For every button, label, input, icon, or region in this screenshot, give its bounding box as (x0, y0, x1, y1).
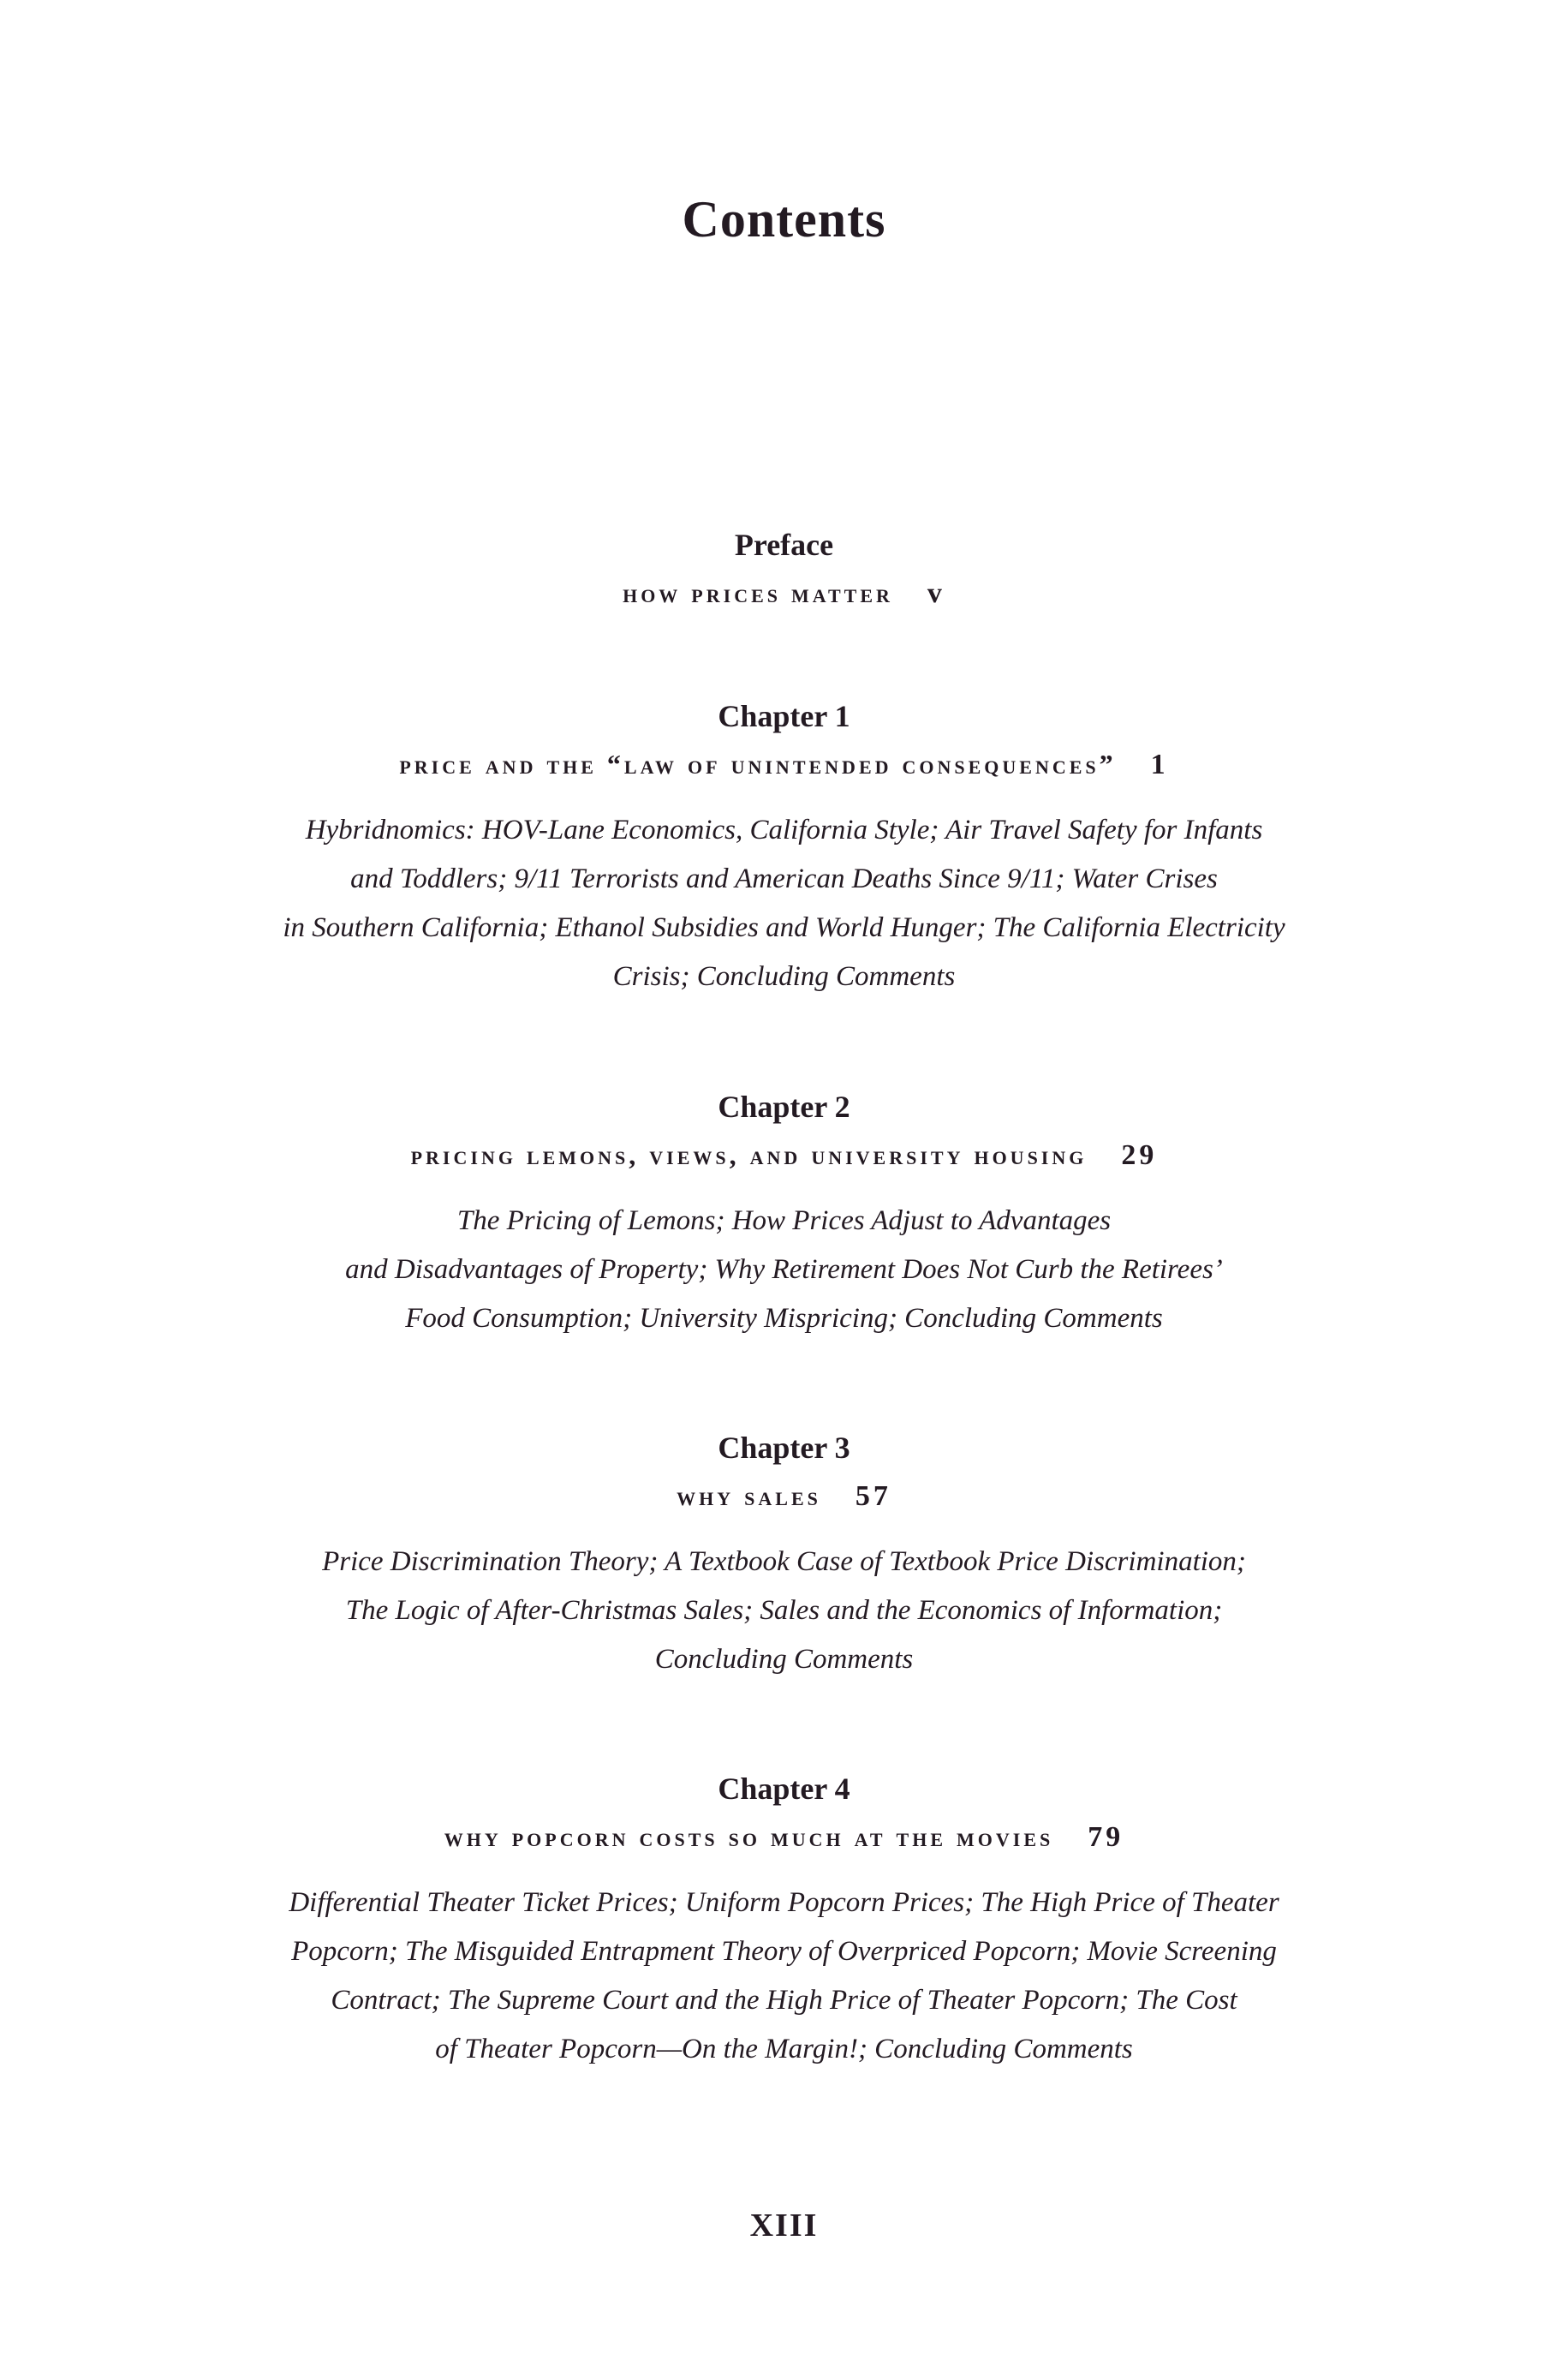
description-line: Hybridnomics: HOV-Lane Economics, California Style; Air Travel Safety for Infants (305, 815, 1263, 845)
entry-title: price and the “law of unintended consequences” (399, 749, 1117, 780)
description-line: The Logic of After-Christmas Sales; Sales and the Economics of Information; (345, 1595, 1223, 1626)
entry-description (0, 1879, 1568, 2074)
entry-label: Preface (734, 528, 834, 562)
description-line: Price Discrimination Theory; A Textbook Case of Textbook Price Discrimination; (322, 1546, 1246, 1577)
toc-entry-chapter-1 (0, 696, 1568, 1001)
entry-heading (0, 745, 1568, 784)
entry-heading (0, 574, 1568, 612)
entry-label: Chapter 3 (718, 1431, 850, 1465)
entry-page-number: 57 (855, 1480, 891, 1512)
entry-page-number: v (927, 577, 945, 609)
entry-description (0, 806, 1568, 1001)
description-line: Concluding Comments (654, 1644, 914, 1675)
description-line: Popcorn; The Misguided Entrapment Theory of Overpriced Popcorn; Movie Screening (291, 1936, 1277, 1967)
description-line: of Theater Popcorn—On the Margin!; Concluding Comments (435, 2034, 1133, 2064)
description-line: Contract; The Supreme Court and the High Price of Theater Popcorn; The Cost (331, 1985, 1237, 2016)
entry-label: Chapter 4 (718, 1772, 850, 1806)
entry-description (0, 1197, 1568, 1343)
entry-title: why popcorn costs so much at the movies (444, 1821, 1054, 1852)
description-line: Differential Theater Ticket Prices; Uniform Popcorn Prices; The High Price of Theater (289, 1887, 1279, 1918)
description-line: The Pricing of Lemons; How Prices Adjust to Advantages (456, 1205, 1112, 1236)
entry-page-number: 1 (1150, 749, 1169, 780)
entry-label: Chapter 2 (718, 1090, 850, 1124)
description-line: Crisis; Concluding Comments (612, 961, 956, 992)
entry-heading (0, 1477, 1568, 1515)
entry-heading (0, 1818, 1568, 1856)
entry-label: Chapter 1 (718, 699, 850, 733)
description-line: and Toddlers; 9/11 Terrorists and American Deaths Since 9/11; Water Crises (350, 863, 1218, 894)
entry-page-number: 79 (1088, 1821, 1124, 1853)
toc-entry-chapter-2 (0, 1086, 1568, 1343)
entry-description (0, 1538, 1568, 1684)
description-line: Food Consumption; University Mispricing; Concluding Comments (405, 1303, 1163, 1334)
toc-entry-preface (0, 524, 1568, 612)
entry-page-number: 29 (1121, 1139, 1158, 1171)
description-line: and Disadvantages of Property; Why Retirement Does Not Curb the Retirees’ (345, 1254, 1223, 1285)
page-title: Contents (682, 191, 886, 248)
entry-heading (0, 1136, 1568, 1174)
entry-title: why sales (677, 1480, 821, 1511)
entry-title: pricing lemons, views, and university housing (410, 1139, 1088, 1170)
toc-entry-chapter-3 (0, 1427, 1568, 1684)
entry-title: how prices matter (623, 577, 893, 608)
description-line: in Southern California; Ethanol Subsidies and World Hunger; The California Electricity (283, 912, 1285, 943)
toc-entry-chapter-4 (0, 1768, 1568, 2074)
page-number-folio: XIII (749, 2208, 819, 2244)
